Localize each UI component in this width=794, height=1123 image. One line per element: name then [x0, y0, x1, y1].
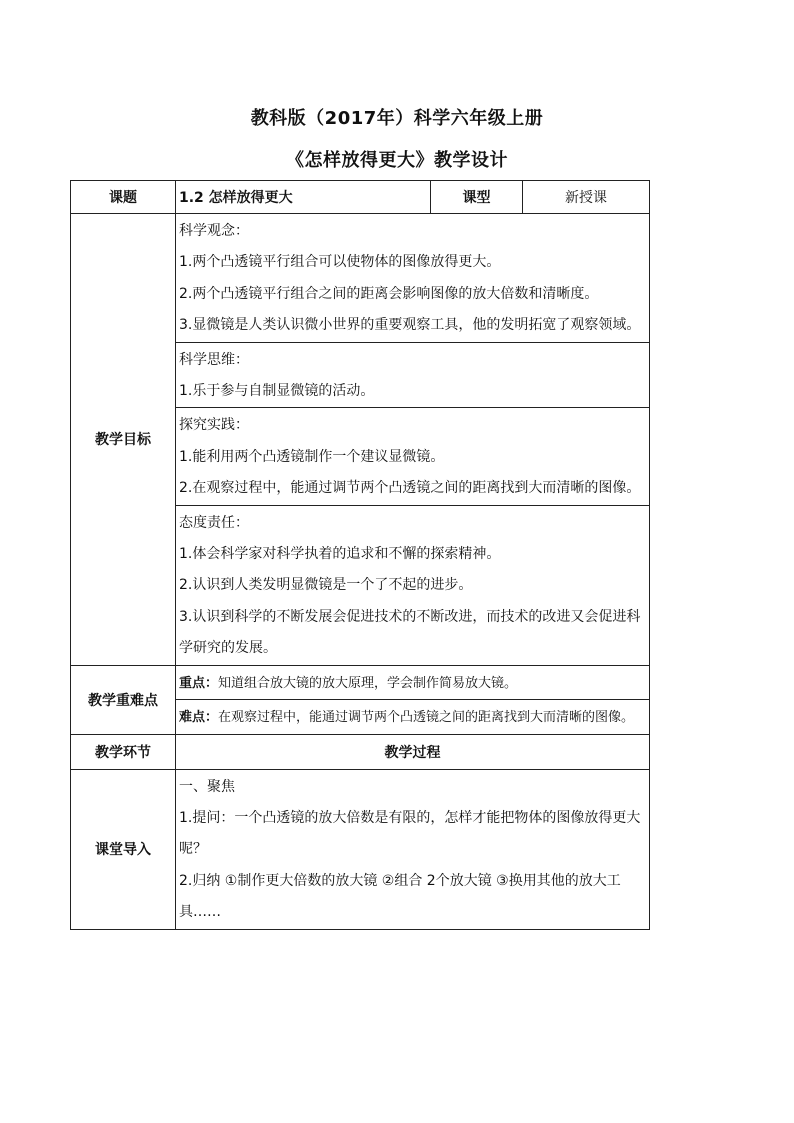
focus-cell	[176, 665, 650, 699]
intro-label: 课堂导入	[71, 769, 176, 929]
objective-line: 2.两个凸透镜平行组合之间的距离会影响图像的放大倍数和清晰度。	[179, 285, 599, 302]
objective-line: 1.能利用两个凸透镜制作一个建议显微镜。	[179, 448, 445, 465]
difficulty-label: 难点：	[179, 710, 219, 726]
objective-group	[176, 342, 650, 408]
intro-content	[176, 769, 650, 929]
focus-text: 知道组合放大镜的放大原理，学会制作简易放大镜。	[218, 675, 518, 691]
type-label: 课型	[431, 181, 523, 214]
intro-heading: 一、聚焦	[179, 778, 235, 795]
objective-group	[176, 214, 650, 343]
key-points-label: 教学重难点	[71, 665, 176, 734]
key-points-focus-row	[71, 665, 650, 699]
focus-label: 重点：	[179, 675, 219, 691]
intro-line: 1.提问：一个凸透镜的放大倍数是有限的，怎样才能把物体的图像放得更大呢？	[179, 809, 641, 858]
process-header: 教学过程	[176, 734, 650, 769]
objectives-row-science-concept	[71, 214, 650, 343]
objective-heading: 态度责任：	[179, 514, 249, 531]
objective-heading: 科学思维：	[179, 351, 249, 368]
info-row	[71, 181, 650, 214]
objective-group	[176, 505, 650, 665]
objective-line: 3.认识到科学的不断发展会促进技术的不断改进，而技术的改进又会促进科学研究的发展。	[179, 608, 641, 657]
objective-group	[176, 408, 650, 505]
objective-line: 1.乐于参与自制显微镜的活动。	[179, 383, 375, 400]
document-title: 教科版（2017年）科学六年级上册	[250, 108, 544, 129]
objective-line: 3.显微镜是人类认识微小世界的重要观察工具，他的发明拓宽了观察领域。	[179, 317, 641, 334]
objective-line: 2.认识到人类发明显微镜是一个了不起的进步。	[179, 577, 473, 594]
lesson-title: 《怎样放得更大》教学设计	[286, 150, 508, 171]
objective-line: 2.在观察过程中，能通过调节两个凸透镜之间的距离找到大而清晰的图像。	[179, 480, 641, 497]
objective-line: 1.两个凸透镜平行组合可以使物体的图像放得更大。	[179, 254, 501, 271]
process-header-row	[71, 734, 650, 769]
lesson-plan-table	[70, 180, 650, 930]
topic-value: 1.2 怎样放得更大	[176, 181, 431, 214]
type-value: 新授课	[523, 181, 650, 214]
topic-label: 课题	[71, 181, 176, 214]
intro-row	[71, 769, 650, 929]
difficulty-cell	[176, 700, 650, 734]
objective-heading: 探究实践：	[179, 417, 249, 434]
intro-line: 2.归纳 ①制作更大倍数的放大镜 ②组合 2个放大镜 ③换用其他的放大工具……	[179, 872, 621, 921]
objectives-label: 教学目标	[71, 214, 176, 666]
stage-header: 教学环节	[71, 734, 176, 769]
objective-heading: 科学观念：	[179, 223, 249, 239]
difficulty-text: 在观察过程中，能通过调节两个凸透镜之间的距离找到大而清晰的图像。	[218, 710, 635, 726]
objective-line: 1.体会科学家对科学执着的追求和不懈的探索精神。	[179, 546, 501, 563]
